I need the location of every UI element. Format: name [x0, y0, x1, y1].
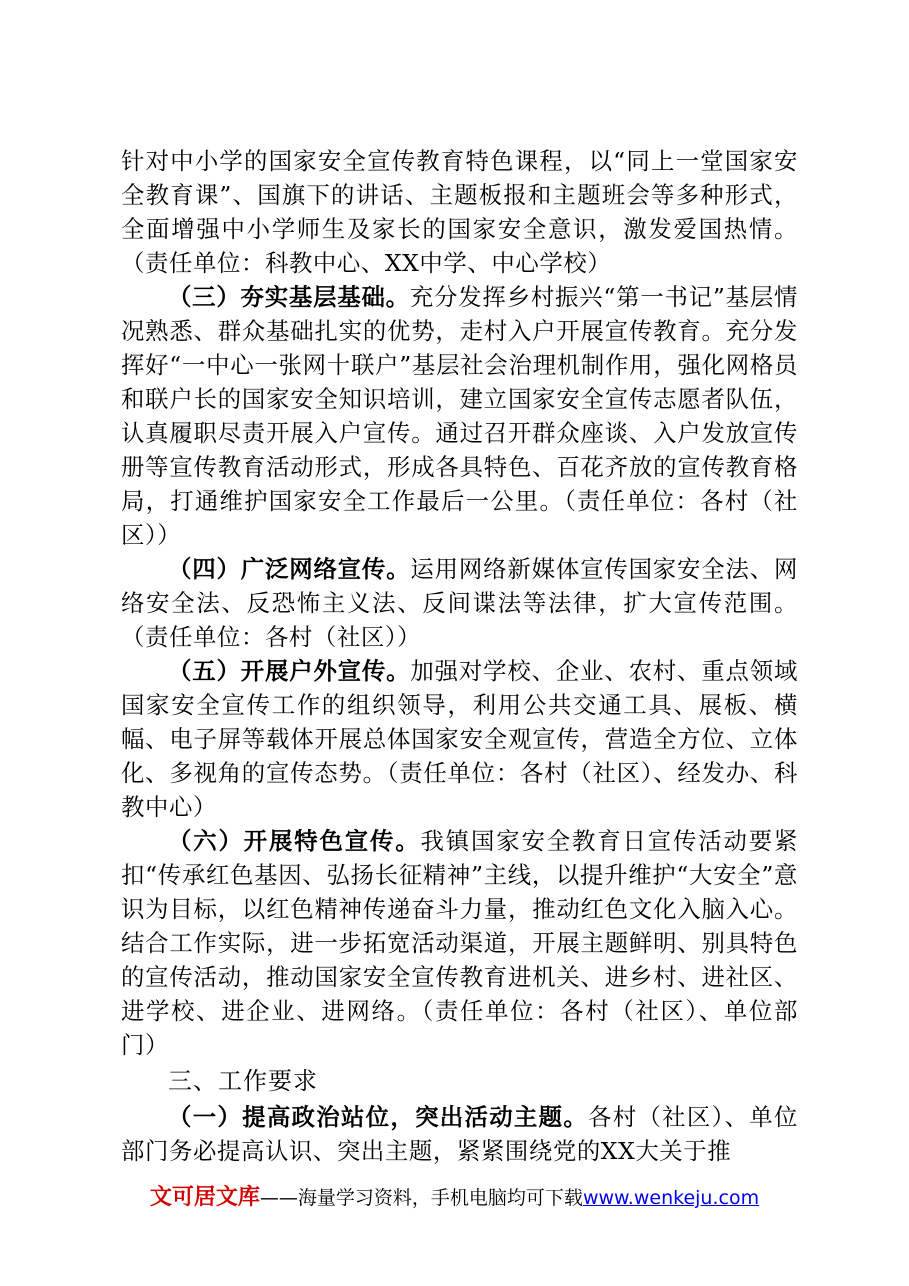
section-heading: 三、工作要求 [168, 1067, 318, 1095]
paragraph-text: 各村（社区）、单位部门务必提高认识、突出主题，紧紧围绕党的XX大关于推 [121, 1103, 799, 1165]
paragraph-continuation [121, 144, 798, 280]
paragraph-text: 充分发挥乡村振兴“第一书记”基层情况熟悉、群众基础扎实的优势，走村入户开展宣传教育。充分发挥好“一中心一张网十联户”基层社会治理机制作用，强化网格员和联户长的国家安全知识培训，建立国家安全宣传志愿者队伍，认真履职尽责开展入户宣传。通过召开群众座谈、入户发放宣传册等宣传教育活动形式，形成各具特色、百花齐放的宣传教育格局，打通维护国家安全工作最后一公里。（责任单位：各村（社区）） [121, 283, 798, 549]
paragraph-featured-publicity [121, 824, 798, 1062]
paragraph-text: 我镇国家安全教育日宣传活动要紧扣“传承红色基因、弘扬长征精神”主线，以提升维护“大安全”意识为目标，以红色精神传递奋斗力量，推动红色文化入脑入心。结合工作实际，进一步拓宽活动渠道，开展主题鲜明、别具特色的宣传活动，推动国家安全宣传教育进机关、进乡村、进社区、进学校、进企业、进网络。（责任单位：各村（社区）、单位部门） [121, 827, 799, 1059]
paragraph-lead: （三）夯实基层基础。 [168, 283, 410, 311]
document-body [121, 144, 798, 1168]
paragraph-network-publicity [121, 552, 798, 654]
paragraph-consolidate-grassroots [121, 280, 798, 552]
footer-banner [0, 1180, 909, 1211]
paragraph-text: 加强对学校、企业、农村、重点领域国家安全宣传工作的组织领导，利用公共交通工具、展板、横幅、电子屏等载体开展总体国家安全观宣传，营造全方位、立体化、多视角的宣传态势。（责任单位：各村（社区）、经发办、科教中心） [121, 657, 798, 821]
footer-url-link[interactable]: www.wenkeju.com [582, 1187, 760, 1209]
paragraph-lead: （四）广泛网络宣传。 [168, 555, 411, 583]
paragraph-outdoor-publicity [121, 654, 798, 824]
footer-slogan: ——海量学习资料，手机电脑均可下载 [259, 1187, 583, 1209]
paragraph-text: 针对中小学的国家安全宣传教育特色课程，以“同上一堂国家安全教育课”、国旗下的讲话、主题板报和主题班会等多种形式，全面增强中小学师生及家长的国家安全意识，激发爱国热情。（责任单位：科教中心、XX中学、中心学校） [121, 147, 798, 277]
paragraph-lead: （六）开展特色宣传。 [168, 827, 421, 855]
paragraph-lead: （五）开展户外宣传。 [168, 657, 411, 685]
paragraph-political-standing [121, 1100, 798, 1168]
paragraph-text: 运用网络新媒体宣传国家安全法、网络安全法、反恐怖主义法、反间谍法等法律，扩大宣传范围。（责任单位：各村（社区）） [121, 555, 798, 651]
paragraph-lead: （一）提高政治站位，突出活动主题。 [168, 1103, 589, 1131]
footer-brand: 文可居文库 [149, 1185, 260, 1210]
